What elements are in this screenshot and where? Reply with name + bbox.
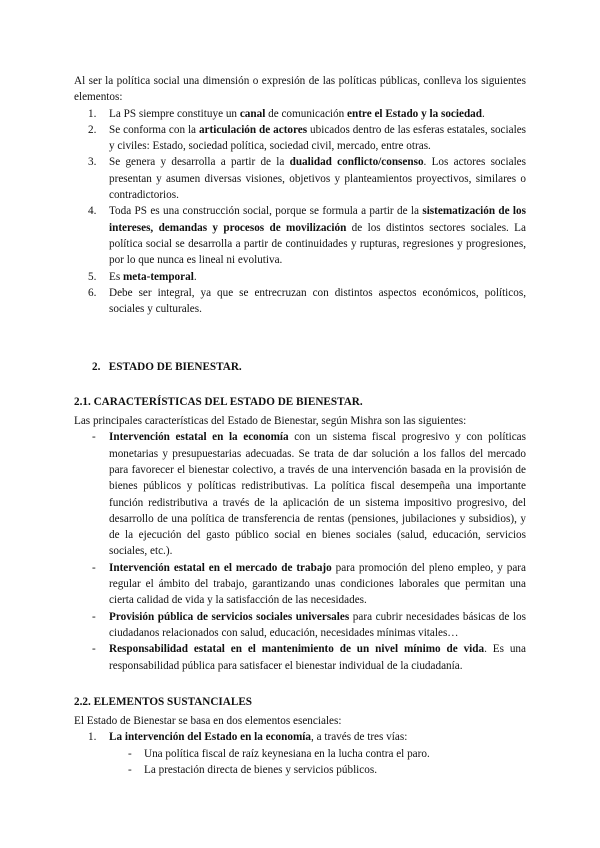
- item-bold: entre el Estado y la sociedad: [347, 107, 482, 120]
- item-text: de los distintos sectores sociales. La política social se desarrolla a partir de continuidades y rupturas, regresiones y progresiones, por lo que nunca es lineal ni evolutiva.: [109, 221, 526, 267]
- section-number: 2.: [92, 361, 101, 374]
- elements-list: [74, 106, 526, 318]
- list-item: [74, 106, 526, 122]
- list-item: [74, 285, 526, 318]
- dash-marker: -: [92, 643, 96, 656]
- list-item: [74, 203, 526, 268]
- item-text: La PS siempre constituye un: [109, 107, 240, 120]
- list-item: [74, 609, 526, 642]
- item-bold: Intervención estatal en la economía: [109, 431, 289, 444]
- item-number: 2.: [88, 123, 97, 136]
- item-number: 5.: [88, 270, 97, 283]
- item-text: Es: [109, 270, 123, 283]
- item-text: ubicados dentro de las esferas estatales, sociales y civiles: Estado, sociedad política, sociedad civil, mercado, entre otras.: [109, 123, 527, 153]
- item-bold: dualidad conflicto/consenso: [289, 156, 424, 169]
- dash-marker: -: [92, 431, 96, 444]
- item-bold: meta-temporal: [122, 270, 194, 283]
- list-item: [74, 729, 526, 745]
- item-text: . Los actores sociales presentan y asumen diversas visiones, objetivos y planteamientos proyectivos, similares o contradictorios.: [109, 156, 526, 202]
- list-item: [74, 269, 526, 285]
- subsection-intro: Las principales características del Estado de Bienestar, según Mishra son las siguientes:: [74, 415, 467, 428]
- item-text: Se genera y desarrolla a partir de la: [109, 156, 290, 169]
- item-text: . Es una responsabilidad pública para satisfacer el bienestar individual de la ciudadanía.: [109, 643, 526, 672]
- item-bold: Responsabilidad estatal en el mantenimiento de un nivel mínimo de vida: [109, 643, 485, 656]
- document-page: [74, 73, 526, 778]
- item-number: 6.: [88, 286, 97, 299]
- item-bold: canal: [239, 107, 266, 120]
- sub-list-item: [74, 746, 526, 762]
- item-text: Debe ser integral, ya que se entrecruzan con distintos aspectos económicos, políticos, sociales y culturales.: [109, 286, 526, 316]
- item-text: con un sistema fiscal progresivo y con políticas monetarias y presupuestarias adecuadas. Se trata de dar solución a los fallos del mercado para favorecer el bienestar colectivo, a través de una intervención basada en la provisión de bienes públicos y políticas redistributivas. La política fiscal desempeña una importante función redistributiva a través de la aplicación de un sistema impositivo progresivo, del desarrollo de una política de transferencia de rentas (pensiones, jubilaciones y subsidios), y de la ejecución del gasto público social en bienes sociales (salud, educación, servicios sociales, etc.).: [109, 431, 526, 558]
- item-text: Toda PS es una construcción social, porque se formula a partir de la: [109, 205, 423, 218]
- item-text: La prestación directa de bienes y servicios públicos.: [144, 763, 377, 776]
- item-number: 4.: [88, 205, 97, 218]
- section-title: ESTADO DE BIENESTAR.: [108, 361, 242, 374]
- list-item: [74, 560, 526, 609]
- item-text: para promoción del pleno empleo, y para regular el ámbito del trabajo, garantizando unas condiciones laborales que permitan una cierta calidad de vida y la satisfacción de las necesidades.: [109, 561, 526, 607]
- dash-marker: -: [92, 610, 96, 623]
- intro-paragraph: Al ser la política social una dimensión o expresión de las políticas públicas, conlleva los siguientes elementos:: [74, 75, 526, 104]
- dash-marker: -: [128, 763, 132, 776]
- sub-list-item: [74, 762, 526, 778]
- sub-list: [74, 746, 526, 779]
- section-heading: [74, 359, 526, 375]
- item-text: para cubrir necesidades básicas de los ciudadanos relacionados con salud, educación, necesidades mínimas vitales…: [109, 610, 526, 639]
- item-text: .: [482, 107, 485, 120]
- dash-marker: -: [128, 747, 132, 760]
- item-text: Se conforma con la: [109, 123, 199, 136]
- subsection-intro: El Estado de Bienestar se basa en dos elementos esenciales:: [74, 715, 342, 728]
- list-item: [74, 122, 526, 155]
- subsection-heading: 2.2. ELEMENTOS SUSTANCIALES: [74, 695, 253, 708]
- list-item: [74, 429, 526, 559]
- item-number: 1.: [88, 731, 97, 744]
- list-item: [74, 641, 526, 674]
- item-text: de comunicación: [265, 107, 348, 120]
- item-text: Una política fiscal de raíz keynesiana en la lucha contra el paro.: [144, 747, 430, 760]
- essential-elements-list: [74, 729, 526, 745]
- item-text: .: [193, 270, 197, 283]
- characteristics-list: [74, 429, 526, 673]
- item-bold: La intervención del Estado en la economía: [109, 731, 311, 744]
- dash-marker: -: [92, 561, 96, 574]
- list-item: [74, 154, 526, 203]
- item-text: , a través de tres vías:: [311, 731, 408, 744]
- item-bold: sistematización de los intereses, demandas y procesos de movilización: [109, 205, 526, 234]
- subsection-heading: 2.1. CARACTERÍSTICAS DEL ESTADO DE BIENESTAR.: [74, 395, 363, 408]
- item-bold: articulación de actores: [198, 123, 308, 136]
- item-bold: Intervención estatal en el mercado de trabajo: [109, 561, 332, 574]
- item-bold: Provisión pública de servicios sociales universales: [109, 610, 350, 623]
- item-number: 1.: [88, 107, 97, 120]
- item-number: 3.: [88, 156, 97, 169]
